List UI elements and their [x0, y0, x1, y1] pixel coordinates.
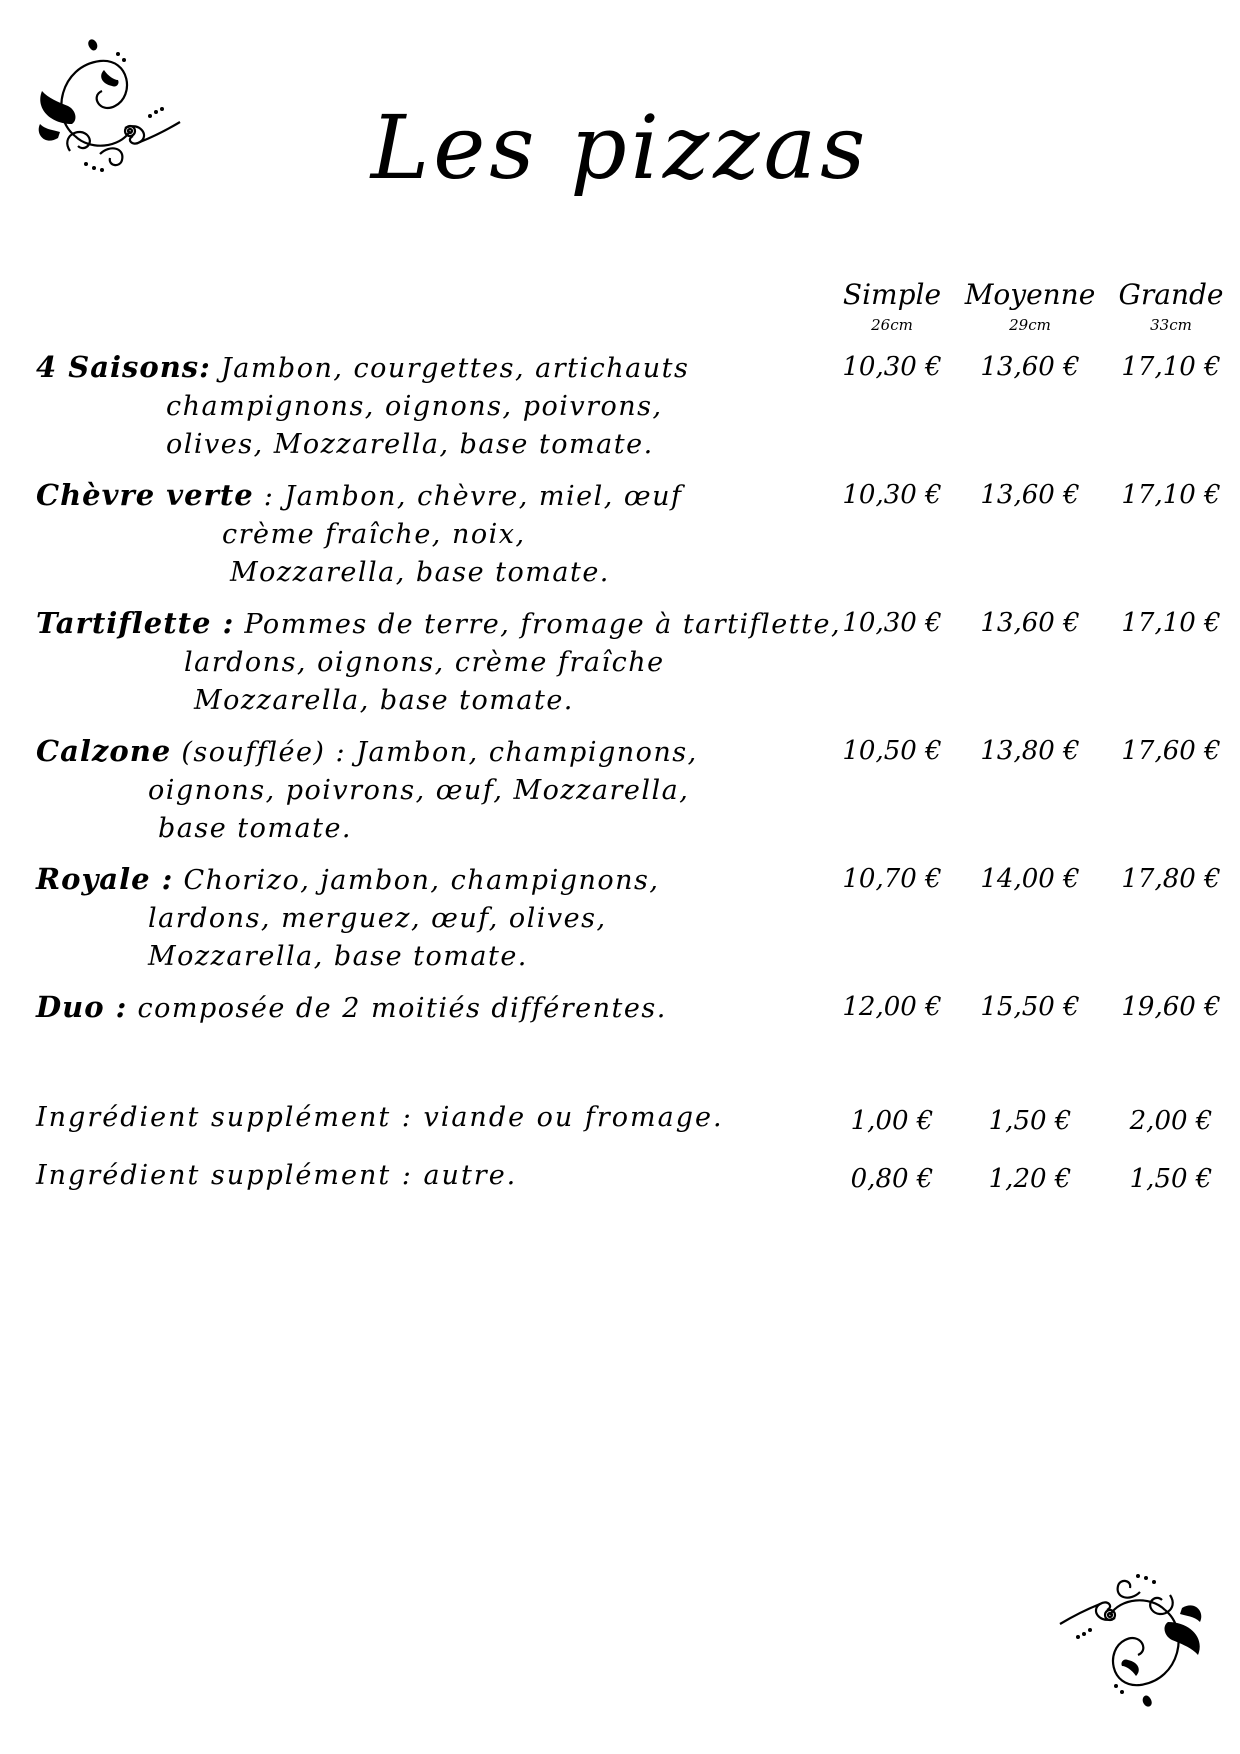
- size-header-grande: Grande: [1118, 278, 1224, 311]
- item-description: : Jambon, chèvre, miel, œuf: [253, 481, 683, 512]
- item-line: [36, 476, 796, 516]
- supplement-price-moyenne: 1,20 €: [988, 1164, 1072, 1194]
- item-name: Tartiflette :: [36, 606, 235, 640]
- supplement-meat-cheese-label: Ingrédient supplément : viande ou fromage.: [36, 1102, 724, 1133]
- price-grande: 17,10 €: [1121, 608, 1221, 638]
- supplement-price-simple: 1,00 €: [850, 1106, 934, 1136]
- menu-item-tartiflette: [36, 604, 842, 720]
- size-dimension-grande: 33cm: [1150, 316, 1192, 334]
- item-name: 4 Saisons:: [36, 350, 211, 384]
- swirl-ornament-bottom-right-icon: [1050, 1560, 1210, 1710]
- supplement-other-label: Ingrédient supplément : autre.: [36, 1160, 518, 1191]
- size-header-moyenne: Moyenne: [964, 278, 1096, 311]
- price-moyenne: 13,60 €: [980, 480, 1080, 510]
- price-moyenne: 15,50 €: [980, 992, 1080, 1022]
- item-description: champignons, oignons, poivrons,: [166, 391, 663, 422]
- item-description: lardons, merguez, œuf, olives,: [148, 903, 607, 934]
- price-simple: 10,30 €: [842, 352, 942, 382]
- item-description: lardons, oignons, crème fraîche: [184, 647, 665, 678]
- supplement-price-grande: 2,00 €: [1129, 1106, 1213, 1136]
- price-simple: 12,00 €: [842, 992, 942, 1022]
- price-moyenne: 13,60 €: [980, 352, 1080, 382]
- price-simple: 10,70 €: [842, 864, 942, 894]
- price-grande: 17,10 €: [1121, 352, 1221, 382]
- price-grande: 17,80 €: [1121, 864, 1221, 894]
- item-name: Duo :: [36, 990, 128, 1024]
- page-title: Les pizzas: [370, 96, 870, 199]
- menu-item-calzone: [36, 732, 796, 848]
- item-description: base tomate.: [158, 813, 353, 844]
- item-description: Mozzarella, base tomate.: [148, 941, 528, 972]
- item-line: [36, 604, 842, 644]
- item-name: Chèvre verte: [36, 478, 254, 512]
- item-line: [36, 348, 796, 388]
- item-description: Mozzarella, base tomate.: [194, 685, 574, 716]
- item-description: Pommes de terre, fromage à tartiflette,: [234, 609, 842, 640]
- price-moyenne: 14,00 €: [980, 864, 1080, 894]
- size-header-simple: Simple: [842, 278, 942, 311]
- price-simple: 10,30 €: [842, 608, 942, 638]
- price-simple: 10,30 €: [842, 480, 942, 510]
- size-dimension-moyenne: 29cm: [1009, 316, 1051, 334]
- item-description: (soufflée) : Jambon, champignons,: [171, 737, 698, 768]
- menu-item-duo: [36, 988, 796, 1028]
- price-grande: 19,60 €: [1121, 992, 1221, 1022]
- item-description: Jambon, courgettes, artichauts: [210, 353, 690, 384]
- item-description: olives, Mozzarella, base tomate.: [166, 429, 654, 460]
- item-description: crème fraîche, noix,: [222, 519, 526, 550]
- menu-item-chevre-verte: [36, 476, 796, 592]
- menu-item-4-saisons: [36, 348, 796, 464]
- price-grande: 17,60 €: [1121, 736, 1221, 766]
- item-description: oignons, poivrons, œuf, Mozzarella,: [148, 775, 690, 806]
- item-line: [36, 860, 796, 900]
- price-moyenne: 13,80 €: [980, 736, 1080, 766]
- item-description: composée de 2 moitiés différentes.: [127, 993, 667, 1024]
- item-name: Calzone: [36, 734, 172, 768]
- item-line: [36, 732, 796, 772]
- supplement-price-moyenne: 1,50 €: [988, 1106, 1072, 1136]
- item-name: Royale :: [36, 862, 174, 896]
- price-simple: 10,50 €: [842, 736, 942, 766]
- size-dimension-simple: 26cm: [871, 316, 913, 334]
- price-moyenne: 13,60 €: [980, 608, 1080, 638]
- supplement-price-grande: 1,50 €: [1129, 1164, 1213, 1194]
- menu-item-royale: [36, 860, 796, 976]
- item-description: Chorizo, jambon, champignons,: [173, 865, 660, 896]
- item-line: [36, 988, 796, 1028]
- supplement-price-simple: 0,80 €: [850, 1164, 934, 1194]
- item-description: Mozzarella, base tomate.: [230, 557, 610, 588]
- price-grande: 17,10 €: [1121, 480, 1221, 510]
